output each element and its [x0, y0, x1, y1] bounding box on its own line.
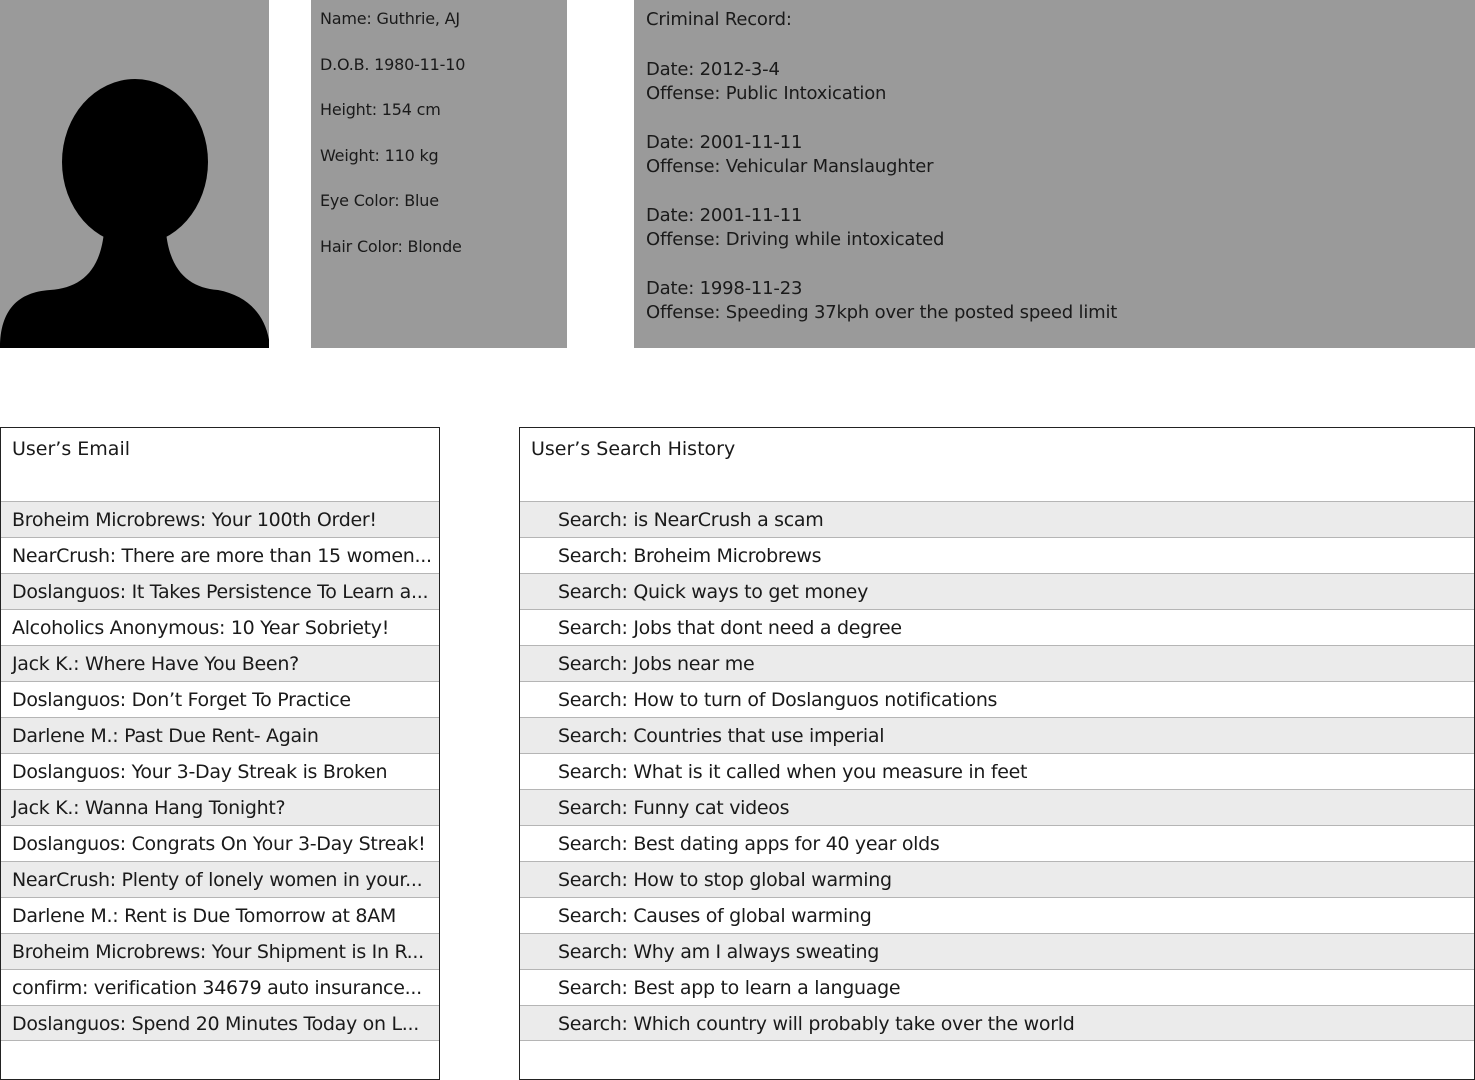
- profile-photo: [0, 0, 269, 348]
- height-label: Height: 154 cm: [320, 100, 441, 119]
- search-history-item[interactable]: Search: Quick ways to get money: [520, 573, 1474, 609]
- email-panel: [0, 427, 440, 1080]
- person-silhouette-icon: [0, 0, 269, 348]
- email-item[interactable]: Doslanguos: Don’t Forget To Practice: [1, 681, 439, 717]
- name-label: Name: Guthrie, AJ: [320, 9, 460, 28]
- search-history-item[interactable]: Search: Best dating apps for 40 year olds: [520, 825, 1474, 861]
- bio-panel: [311, 0, 567, 348]
- email-item[interactable]: NearCrush: Plenty of lonely women in your...: [1, 861, 439, 897]
- search-history-item[interactable]: Search: Countries that use imperial: [520, 717, 1474, 753]
- email-panel-title: User’s Email: [12, 438, 130, 460]
- search-history-list: [520, 501, 1474, 1041]
- search-history-item[interactable]: Search: Jobs that dont need a degree: [520, 609, 1474, 645]
- search-history-item[interactable]: Search: Jobs near me: [520, 645, 1474, 681]
- email-item[interactable]: Jack K.: Where Have You Been?: [1, 645, 439, 681]
- search-history-item[interactable]: Search: Which country will probably take over the world: [520, 1005, 1474, 1041]
- search-history-item[interactable]: Search: What is it called when you measure in feet: [520, 753, 1474, 789]
- record-date: Date: 2001-11-11: [646, 205, 803, 226]
- search-history-item[interactable]: Search: Best app to learn a language: [520, 969, 1474, 1005]
- email-item[interactable]: Darlene M.: Rent is Due Tomorrow at 8AM: [1, 897, 439, 933]
- email-item[interactable]: confirm: verification 34679 auto insurance...: [1, 969, 439, 1005]
- weight-label: Weight: 110 kg: [320, 146, 439, 165]
- email-item[interactable]: Doslanguos: Your 3-Day Streak is Broken: [1, 753, 439, 789]
- record-offense: Offense: Driving while intoxicated: [646, 229, 945, 250]
- search-history-item[interactable]: Search: Why am I always sweating: [520, 933, 1474, 969]
- email-item[interactable]: Doslanguos: Spend 20 Minutes Today on L...: [1, 1005, 439, 1041]
- hair-color-label: Hair Color: Blonde: [320, 237, 462, 256]
- email-item[interactable]: Doslanguos: It Takes Persistence To Learn a...: [1, 573, 439, 609]
- search-history-item[interactable]: Search: Broheim Microbrews: [520, 537, 1474, 573]
- email-item[interactable]: Doslanguos: Congrats On Your 3-Day Streak!: [1, 825, 439, 861]
- search-history-title: User’s Search History: [531, 438, 736, 460]
- record-offense: Offense: Speeding 37kph over the posted speed limit: [646, 302, 1118, 323]
- search-history-panel: [519, 427, 1475, 1080]
- criminal-record-title: Criminal Record:: [646, 9, 792, 30]
- email-list: [1, 501, 439, 1041]
- record-offense: Offense: Vehicular Manslaughter: [646, 156, 934, 177]
- search-history-item[interactable]: Search: Funny cat videos: [520, 789, 1474, 825]
- search-history-item[interactable]: Search: How to turn of Doslanguos notifications: [520, 681, 1474, 717]
- criminal-record-panel: [634, 0, 1475, 348]
- search-history-item[interactable]: Search: How to stop global warming: [520, 861, 1474, 897]
- email-item[interactable]: Broheim Microbrews: Your 100th Order!: [1, 501, 439, 537]
- email-item[interactable]: Darlene M.: Past Due Rent- Again: [1, 717, 439, 753]
- dob-label: D.O.B. 1980-11-10: [320, 55, 466, 74]
- record-date: Date: 1998-11-23: [646, 278, 803, 299]
- email-item[interactable]: Jack K.: Wanna Hang Tonight?: [1, 789, 439, 825]
- email-item[interactable]: NearCrush: There are more than 15 women...: [1, 537, 439, 573]
- email-item[interactable]: Broheim Microbrews: Your Shipment is In R...: [1, 933, 439, 969]
- email-item[interactable]: Alcoholics Anonymous: 10 Year Sobriety!: [1, 609, 439, 645]
- record-date: Date: 2001-11-11: [646, 132, 803, 153]
- eye-color-label: Eye Color: Blue: [320, 191, 439, 210]
- search-history-item[interactable]: Search: is NearCrush a scam: [520, 501, 1474, 537]
- record-offense: Offense: Public Intoxication: [646, 83, 887, 104]
- record-date: Date: 2012-3-4: [646, 59, 780, 80]
- search-history-item[interactable]: Search: Causes of global warming: [520, 897, 1474, 933]
